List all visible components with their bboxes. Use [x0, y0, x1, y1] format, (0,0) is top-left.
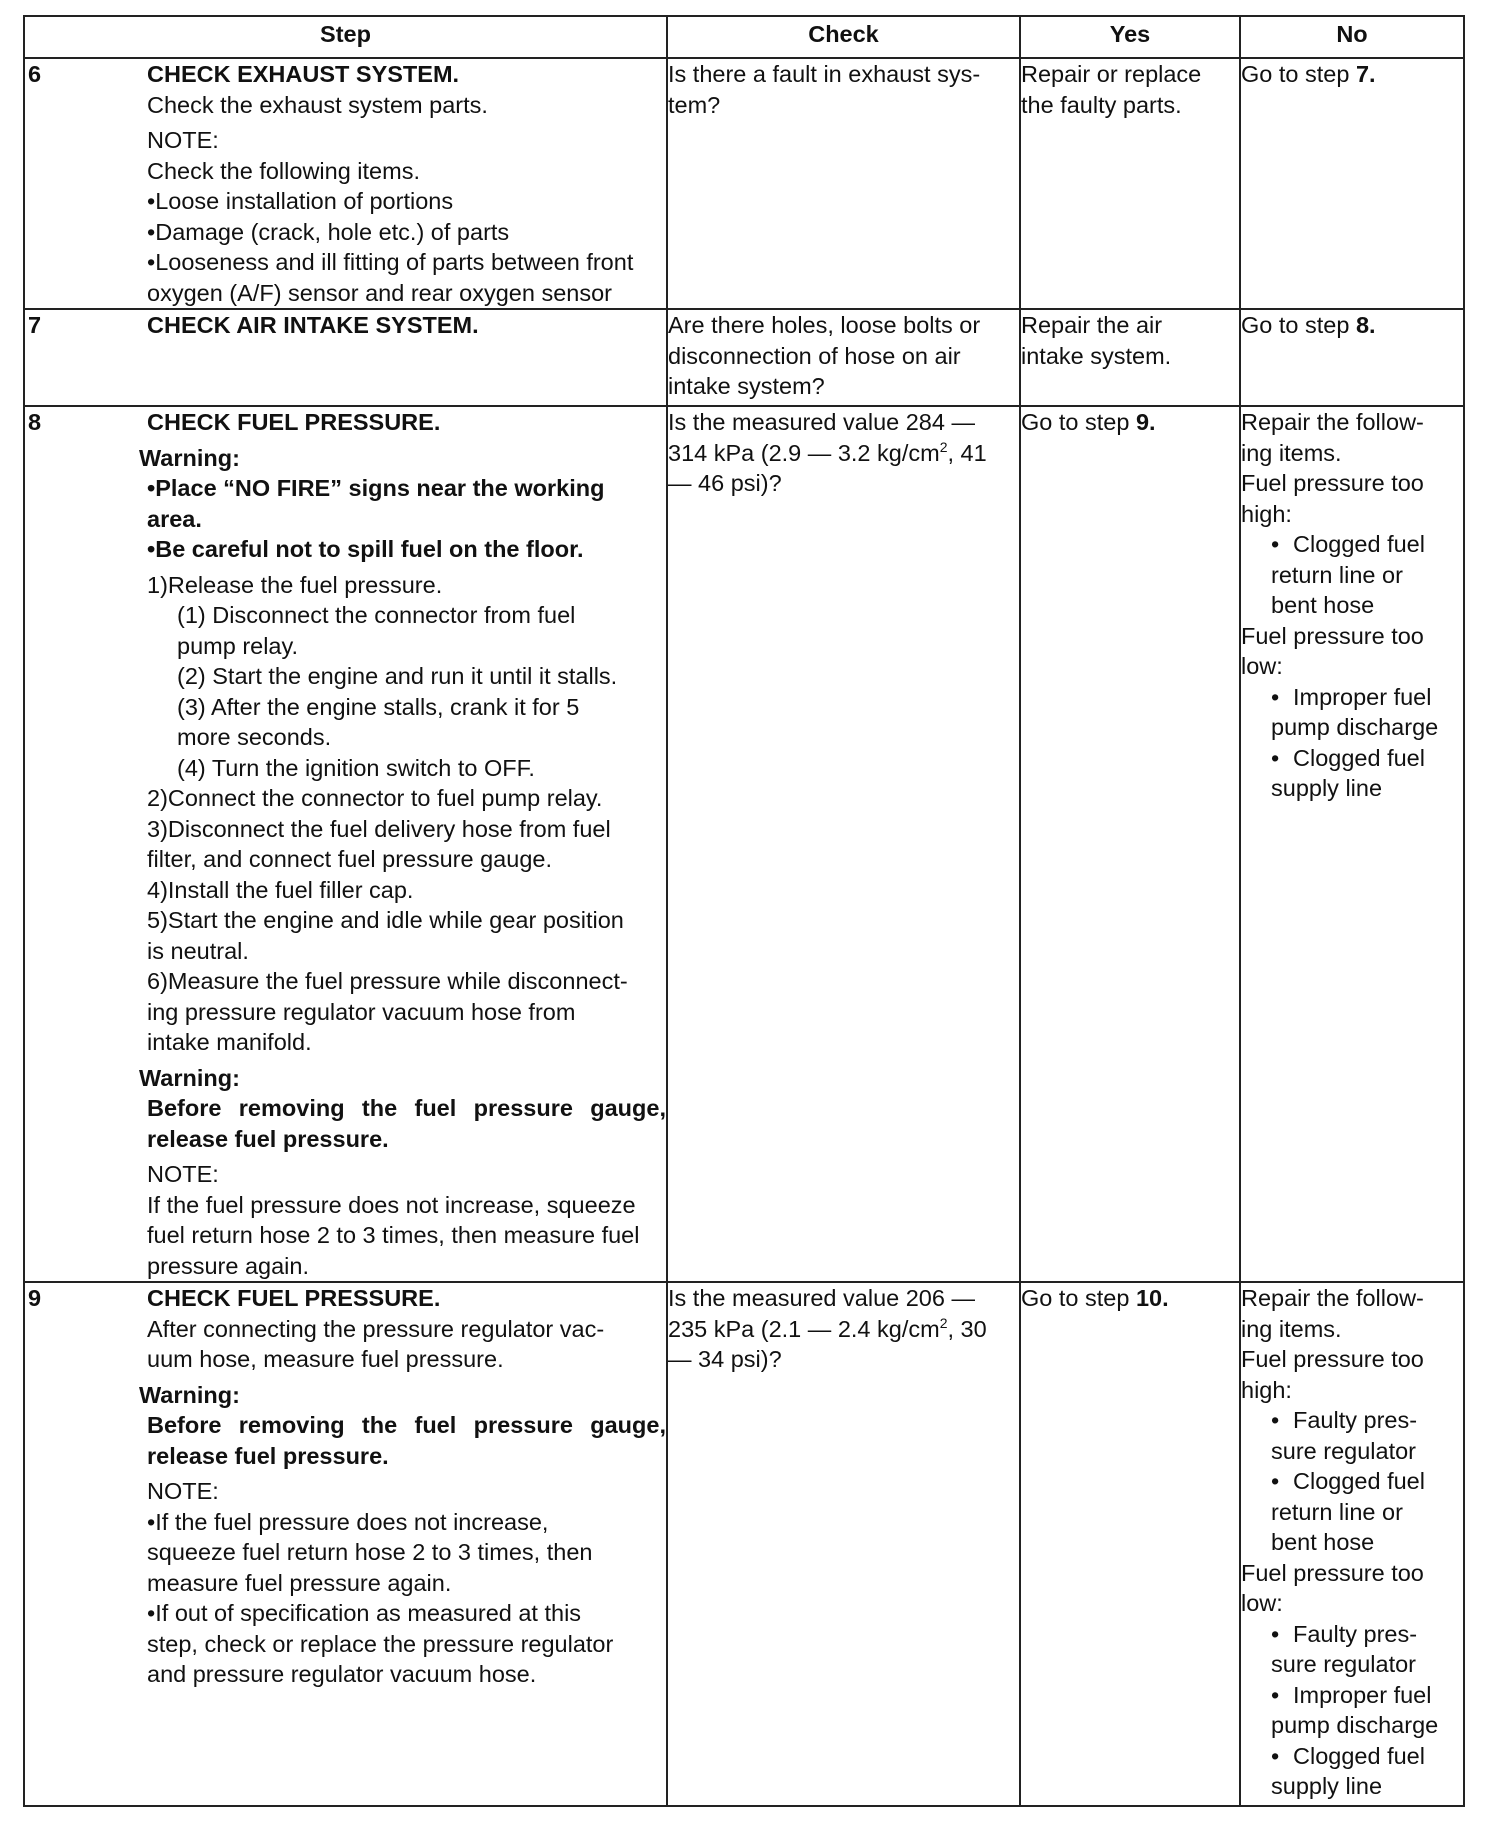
list-item: • Improper fuel — [1241, 1680, 1463, 1711]
procedure-step: filter, and connect fuel pressure gauge. — [147, 846, 552, 872]
bullet: • — [1271, 1620, 1280, 1647]
list-item-cont: pump discharge — [1271, 714, 1439, 740]
no-text: ing items. — [1241, 1315, 1342, 1342]
note-text: •If the fuel pressure does not increase, — [147, 1508, 549, 1535]
note-item: oxygen (A/F) sensor and rear oxygen sensor — [147, 279, 613, 306]
table-row-step-9 — [24, 1282, 1464, 1806]
warning-label: Warning: — [139, 1064, 240, 1091]
procedure-substep: (2) Start the engine and run it until it stalls. — [177, 663, 618, 689]
superscript: 2 — [939, 1314, 948, 1331]
check-text-line — [668, 1314, 1019, 1345]
warning-label: Warning: — [139, 1381, 240, 1408]
list-item: • Clogged fuel — [1241, 1466, 1463, 1497]
check-text-line — [668, 438, 1019, 469]
procedure-step: intake manifold. — [147, 1029, 312, 1055]
check-text: tem? — [668, 91, 721, 118]
check-text: 235 kPa (2.1 — 2.4 kg/cm — [668, 1315, 940, 1342]
no-cell-9 — [1240, 1282, 1464, 1806]
no-text: low: — [1241, 1590, 1283, 1616]
note-text: and pressure regulator vacuum hose. — [147, 1661, 537, 1687]
check-text: Are there holes, loose bolts or — [668, 312, 981, 338]
yes-text: Repair the air — [1021, 312, 1163, 338]
step-title: CHECK FUEL PRESSURE. — [147, 409, 441, 435]
procedure-step: 6)Measure the fuel pressure while disconnect- — [147, 968, 628, 994]
no-text: high: — [1241, 500, 1292, 527]
list-item-cont: return line or — [1271, 561, 1403, 588]
no-cell-7 — [1240, 309, 1464, 406]
bullet: • — [1271, 1407, 1280, 1433]
step-number: 7 — [28, 312, 42, 338]
warning-label: Warning: — [139, 444, 240, 471]
table-row-step-6 — [24, 58, 1464, 309]
bullet: • — [1271, 531, 1280, 557]
superscript: 2 — [939, 438, 948, 455]
warning-text: release fuel pressure. — [147, 1442, 389, 1469]
bullet: • — [1271, 744, 1280, 771]
no-cell-8 — [1240, 406, 1464, 1282]
step-number: 9 — [28, 1285, 42, 1311]
procedure-substep: pump relay. — [177, 632, 299, 659]
note-text: •If out of specification as measured at this — [147, 1600, 582, 1626]
bullet: • — [1271, 1681, 1280, 1708]
no-text: Fuel pressure too — [1241, 1559, 1424, 1586]
procedure-step: is neutral. — [147, 937, 249, 964]
list-item-cont: bent hose — [1271, 592, 1375, 618]
note-label: NOTE: — [147, 127, 219, 153]
list-item-cont: pump discharge — [1271, 1712, 1439, 1738]
note-label: NOTE: — [147, 1161, 219, 1187]
warning-text: Before removing the fuel pressure gauge, — [147, 1095, 666, 1121]
procedure-substep: (1) Disconnect the connector from fuel — [177, 602, 576, 628]
list-item: • Clogged fuel — [1241, 529, 1463, 560]
go-to-step-link: 9. — [1135, 409, 1156, 435]
step-title: CHECK FUEL PRESSURE. — [147, 1285, 441, 1311]
no-text: Fuel pressure too — [1241, 1346, 1424, 1372]
check-text: intake system? — [668, 373, 825, 399]
no-text: Go to step — [1241, 61, 1356, 87]
yes-text: the faulty parts. — [1021, 91, 1182, 118]
note-item: •Loose installation of portions — [147, 188, 454, 214]
check-text: Is there a fault in exhaust sys- — [668, 61, 981, 87]
no-text: Repair the follow- — [1241, 409, 1424, 435]
procedure-step: 2)Connect the connector to fuel pump relay. — [147, 785, 603, 811]
warning-text: area. — [147, 505, 202, 532]
step-text: uum hose, measure fuel pressure. — [147, 1346, 504, 1372]
go-to-step-link: 8. — [1355, 312, 1376, 338]
list-item-cont: bent hose — [1271, 1529, 1375, 1555]
check-cell-8 — [667, 406, 1020, 1282]
list-item-cont: supply line — [1271, 775, 1383, 801]
procedure-step: 1)Release the fuel pressure. — [147, 571, 443, 598]
header-step: Step — [24, 16, 667, 58]
list-item-cont: sure regulator — [1271, 1651, 1416, 1677]
step-title: CHECK AIR INTAKE SYSTEM. — [147, 312, 479, 338]
note-text: If the fuel pressure does not increase, squeeze — [147, 1191, 636, 1218]
procedure-step: 4)Install the fuel filler cap. — [147, 876, 414, 903]
no-text: high: — [1241, 1376, 1292, 1403]
header-yes: Yes — [1020, 16, 1240, 58]
note-text: fuel return hose 2 to 3 times, then measure fuel — [147, 1222, 640, 1248]
note-text: pressure again. — [147, 1252, 309, 1279]
yes-text: Go to step — [1021, 409, 1136, 435]
procedure-substep: more seconds. — [177, 724, 332, 750]
yes-text: Repair or replace — [1021, 61, 1202, 87]
warning-text: Before removing the fuel pressure gauge, — [147, 1412, 666, 1438]
header-row — [24, 16, 1464, 58]
no-text: ing items. — [1241, 439, 1342, 466]
check-text: , 30 — [947, 1315, 987, 1342]
list-item: • Faulty pres- — [1241, 1619, 1463, 1650]
no-text: Fuel pressure too — [1241, 470, 1424, 496]
procedure-step: 5)Start the engine and idle while gear position — [147, 907, 624, 933]
note-text: step, check or replace the pressure regulator — [147, 1630, 614, 1657]
list-item: • Faulty pres- — [1241, 1405, 1463, 1436]
check-text: — 34 psi)? — [668, 1346, 782, 1372]
check-text: 314 kPa (2.9 — 3.2 kg/cm — [668, 439, 940, 466]
list-item: • Clogged fuel — [1241, 743, 1463, 774]
step-text: Check the exhaust system parts. — [147, 91, 488, 118]
step-cell-8 — [24, 406, 667, 1282]
step-number: 6 — [28, 61, 42, 87]
list-item-cont: supply line — [1271, 1773, 1383, 1799]
no-text: Repair the follow- — [1241, 1285, 1424, 1311]
no-text: Go to step — [1241, 312, 1356, 338]
header-no: No — [1240, 16, 1464, 58]
go-to-step-link: 7. — [1355, 61, 1376, 87]
bullet: • — [1271, 1468, 1280, 1494]
list-item: • Improper fuel — [1241, 682, 1463, 713]
yes-cell-8 — [1020, 406, 1240, 1282]
header-check: Check — [667, 16, 1020, 58]
yes-text: intake system. — [1021, 342, 1172, 369]
go-to-step-link: 10. — [1135, 1285, 1169, 1311]
no-cell-6 — [1240, 58, 1464, 309]
no-text: Fuel pressure too — [1241, 622, 1424, 649]
list-item-cont: return line or — [1271, 1498, 1403, 1525]
step-cell-7 — [24, 309, 667, 406]
check-cell-9 — [667, 1282, 1020, 1806]
yes-cell-6 — [1020, 58, 1240, 309]
check-text: disconnection of hose on air — [668, 342, 961, 369]
step-cell-9 — [24, 1282, 667, 1806]
yes-cell-7 — [1020, 309, 1240, 406]
note-item: •Damage (crack, hole etc.) of parts — [147, 218, 510, 245]
procedure-substep: (3) After the engine stalls, crank it for 5 — [177, 693, 580, 720]
warning-text: •Be careful not to spill fuel on the floor. — [147, 536, 584, 562]
step-title: CHECK EXHAUST SYSTEM. — [147, 61, 460, 87]
bullet: • — [1271, 1742, 1280, 1769]
note-text: measure fuel pressure again. — [147, 1569, 452, 1596]
table-row-step-8 — [24, 406, 1464, 1282]
bullet: • — [1271, 683, 1280, 710]
list-item: • Clogged fuel — [1241, 1741, 1463, 1772]
yes-text: Go to step — [1021, 1285, 1136, 1311]
note-text: squeeze fuel return hose 2 to 3 times, then — [147, 1539, 593, 1565]
check-text: Is the measured value 206 — — [668, 1285, 975, 1311]
check-cell-7 — [667, 309, 1020, 406]
check-text: — 46 psi)? — [668, 470, 782, 496]
procedure-substep: (4) Turn the ignition switch to OFF. — [177, 754, 535, 781]
note-text: Check the following items. — [147, 157, 420, 184]
yes-cell-9 — [1020, 1282, 1240, 1806]
procedure-step: 3)Disconnect the fuel delivery hose from fuel — [147, 815, 611, 842]
no-text: low: — [1241, 653, 1283, 679]
step-number: 8 — [28, 409, 42, 435]
check-text: , 41 — [947, 439, 987, 466]
step-text: After connecting the pressure regulator vac- — [147, 1315, 605, 1342]
note-label: NOTE: — [147, 1478, 219, 1504]
table-row-step-7 — [24, 309, 1464, 406]
note-item: •Looseness and ill fitting of parts between front — [147, 249, 634, 275]
step-cell-6 — [24, 58, 667, 309]
check-text: Is the measured value 284 — — [668, 409, 975, 435]
procedure-step: ing pressure regulator vacuum hose from — [147, 998, 576, 1025]
check-cell-6 — [667, 58, 1020, 309]
warning-text: release fuel pressure. — [147, 1125, 389, 1152]
diagnostic-table — [23, 15, 1465, 1807]
warning-text: •Place “NO FIRE” signs near the working — [147, 475, 605, 501]
list-item-cont: sure regulator — [1271, 1437, 1416, 1464]
